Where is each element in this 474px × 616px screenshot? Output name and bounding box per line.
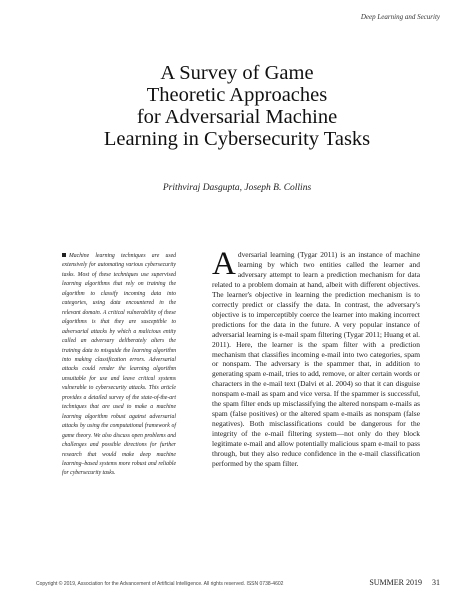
abstract-marker-icon bbox=[62, 253, 66, 257]
abstract bbox=[62, 252, 176, 479]
abstract-text: Machine learning techniques are used extensively for automating various cybersecurity tasks. Most of these techniques use supervised learning algorithms that rely on training the algorithm to classify incoming data into categories, using data encountered in the relevant domain. A critical vulnerability of these algorithms is that they are susceptible to adversarial attacks by which a malicious entity called an adversary deliberately alters the training data to misguide the learning algorithm into making classification errors. Adversarial attacks could render the learning algorithm unsuitable for use and leave critical systems vulnerable to cybersecurity attacks. This article provides a detailed survey of the state-of-the-art techniques that are used to make a machine learning algorithm robust against adversarial attacks by using the computational framework of game theory. We also discuss open problems and challenges and possible directions for further research that would make deep machine learning–based systems more robust and reliable for cybersecurity tasks. bbox=[62, 253, 176, 477]
drop-cap: A bbox=[212, 246, 236, 282]
title-line: A Survey of Game bbox=[160, 62, 314, 84]
article-title bbox=[40, 62, 434, 150]
body-column bbox=[212, 246, 421, 469]
title-line: for Adversarial Machine bbox=[136, 106, 338, 128]
running-head: Deep Learning and Security bbox=[360, 13, 440, 21]
issue-label: SUMMER 2019 bbox=[369, 578, 422, 587]
title-line: Learning in Cybersecurity Tasks bbox=[103, 128, 371, 150]
page-number: 31 bbox=[432, 578, 440, 587]
body-paragraph: dversarial learning (Tygar 2011) is an instance of machine learning by which two entities called the learner and adversary attempt to learn a prediction mechanism for data related to a problem domain at hand, albeit with different objectives. The learner's objective in learning the prediction mechanism is to correctly predict or classify the data. In contrast, the adversary's objective is to imperceptibly coerce the learner into making incorrect predictions for the data in the future. A very popular instance of adversarial learning is e-mail spam filtering (Tygar 2011; Huang et al. 2011). Here, the learner is the spam filter with a prediction mechanism that classifies incoming e-mail into two categories, spam or nonspam. The adversary is the spammer that, in addition to generating spam e-mail, tries to add, remove, or alter certain words or characters in the e-mail text (Dalvi et al. 2004) so that it can disguise nonspam e-mail as spam and vice versa. If the spammer is successful, the spam filter ends up misclassifying the altered nonspam e-mails as spam (false positives) or the altered spam e-mails as nonspam (false negatives). Both misclassifications could be dangerous for the integrity of the e-mail filtering system—not only do they block legitimate e-mail and allow potentially malicious spam e-mail to pass through, but they also reduce confidence in the e-mail classification performed by the spam filter. bbox=[212, 250, 421, 469]
authors: Prithviraj Dasgupta, Joseph B. Collins bbox=[162, 183, 312, 193]
title-line: Theoretic Approaches bbox=[146, 84, 328, 106]
page-footer bbox=[369, 578, 440, 587]
copyright-notice: Copyright © 2019, Association for the Advancement of Artificial Intelligence. All rights reserved. ISSN 0738-4602 bbox=[36, 581, 284, 587]
